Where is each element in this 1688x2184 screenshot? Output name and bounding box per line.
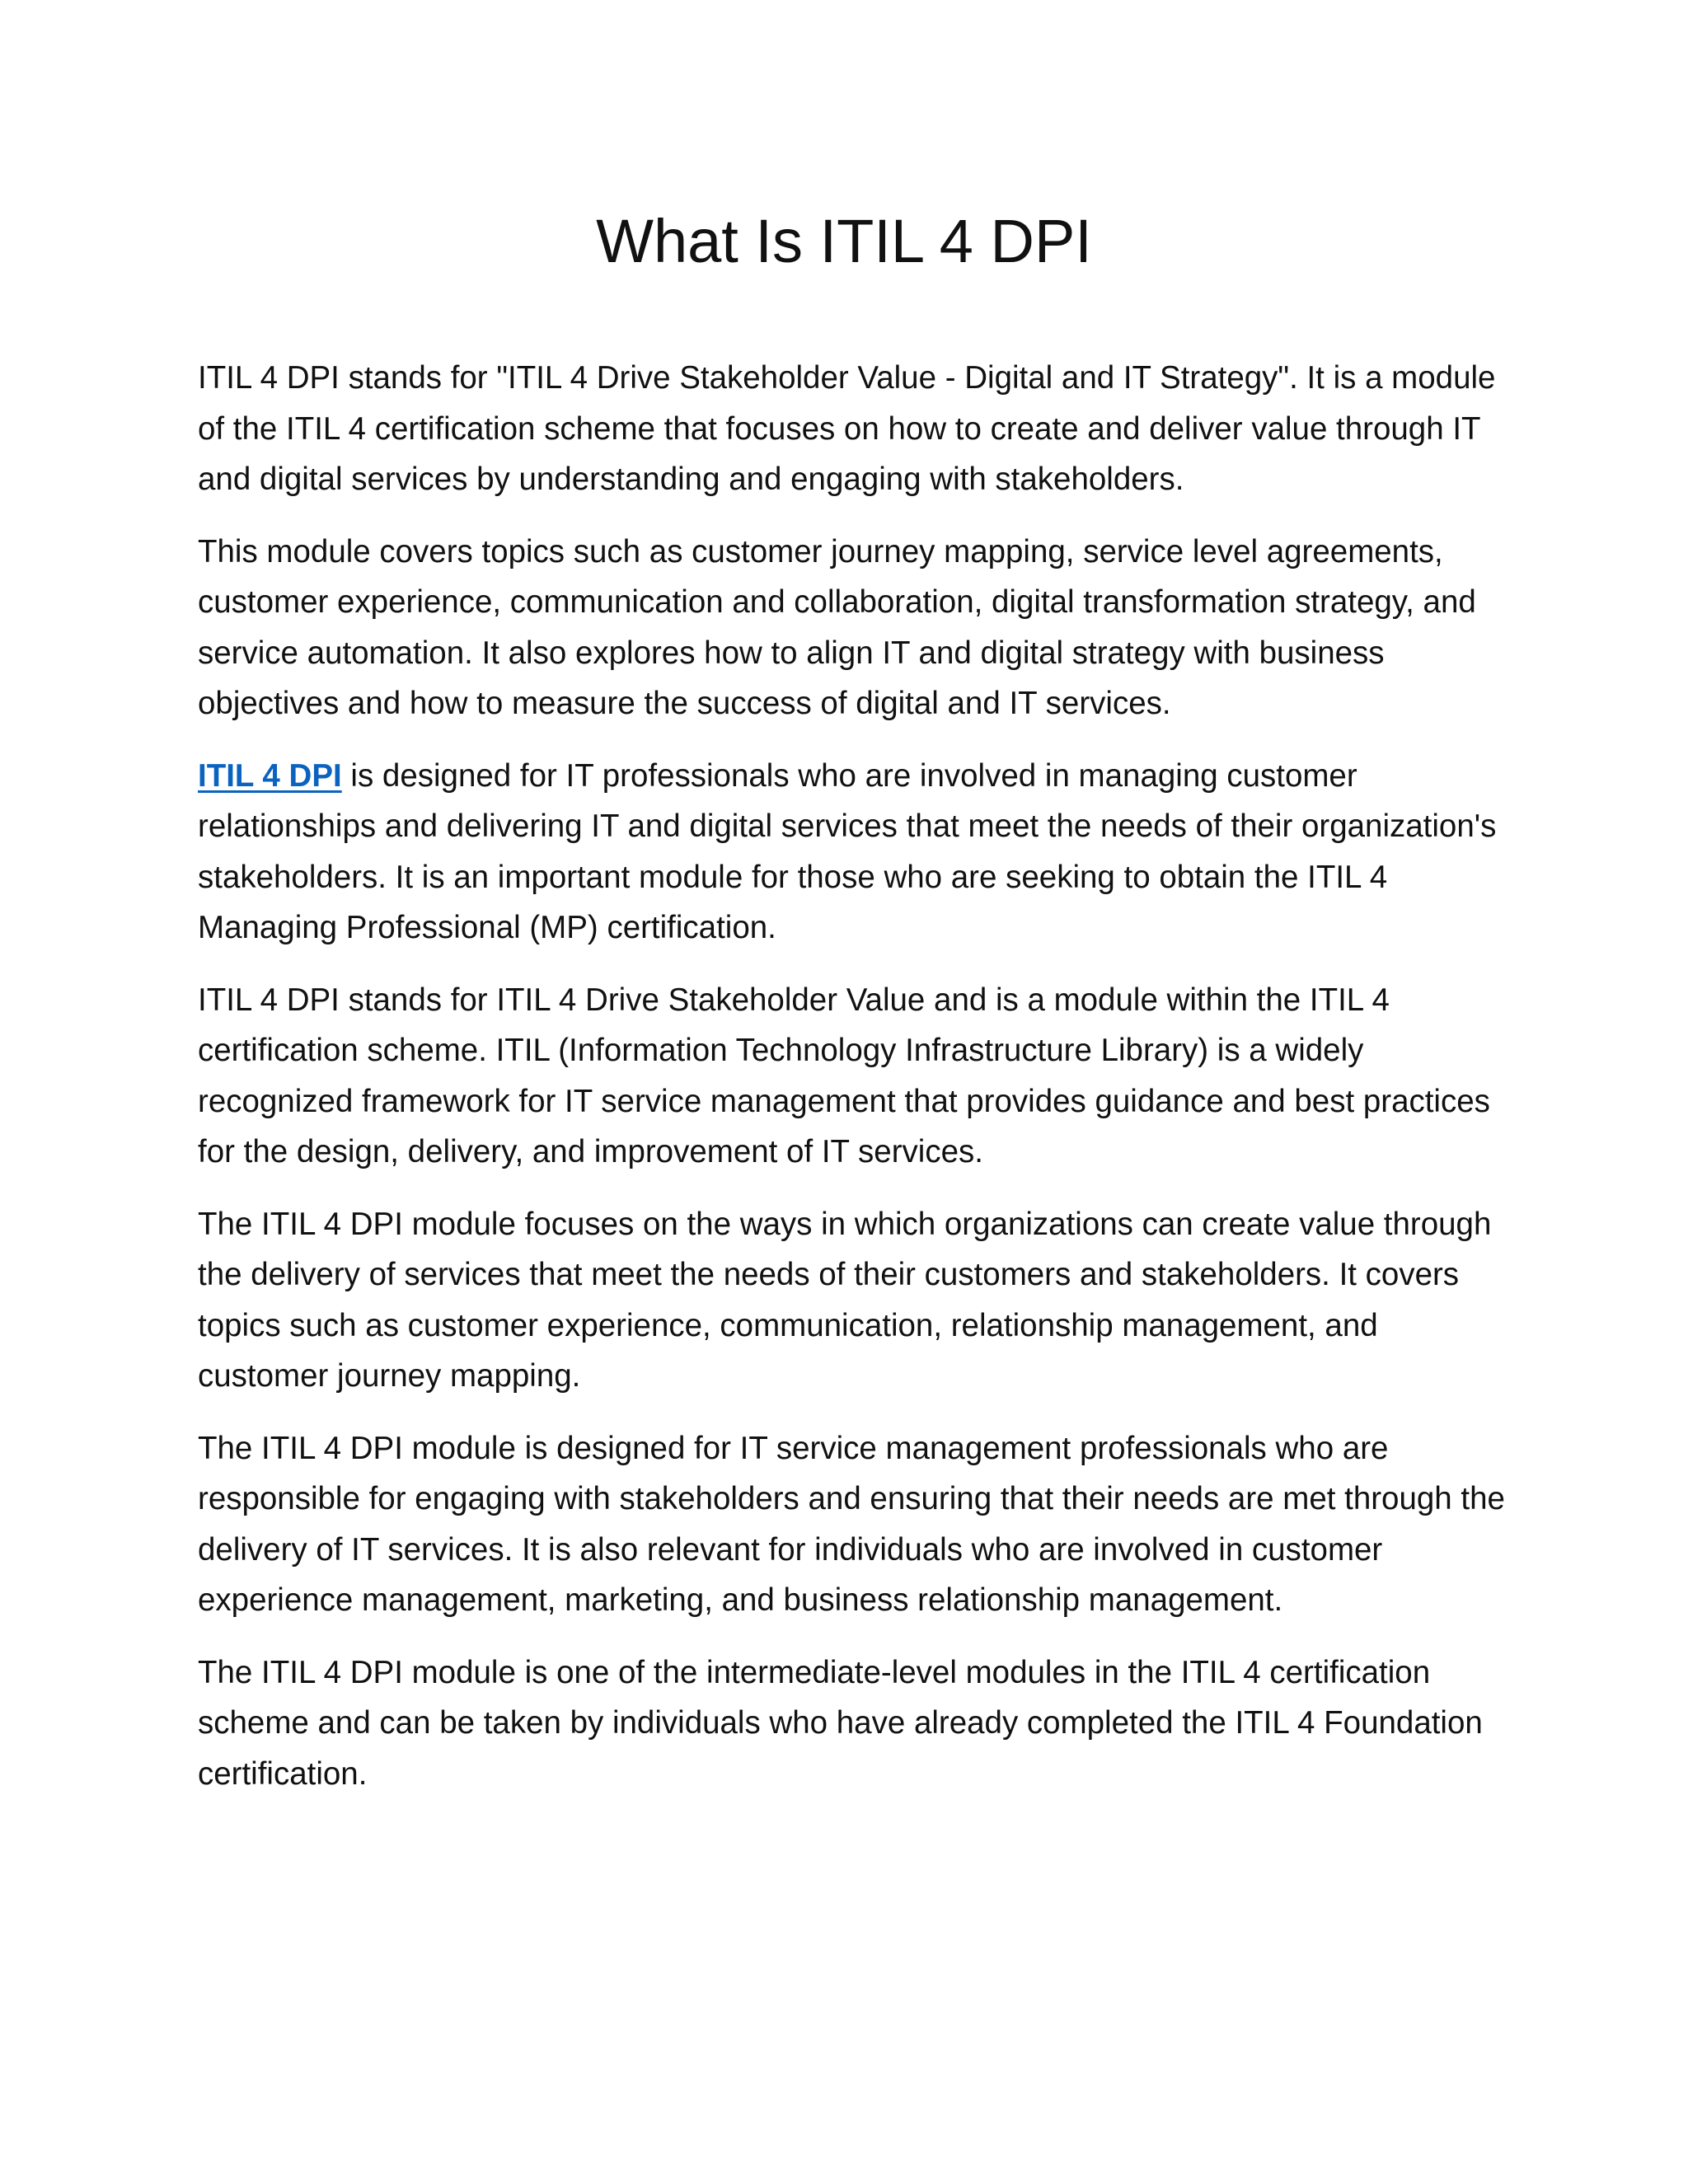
paragraph-3-text: is designed for IT professionals who are involved in managing customer relationships and delivering IT and digital services that meet the needs of their organization's stakeholders. It is an important module for those who are seeking to obtain the ITIL 4 Managing Professional (MP) certification. (198, 757, 1497, 945)
document-body (198, 353, 1510, 1821)
paragraph-4: ITIL 4 DPI stands for ITIL 4 Drive Stakeholder Value and is a module within the ITIL 4 certification scheme. ITIL (Information Technology Infrastructure Library) is a widely recognized framework for IT service management that provides guidance and best practices for the design, delivery, and improvement of IT services. (198, 982, 1490, 1169)
page-title: What Is ITIL 4 DPI (596, 207, 1092, 275)
paragraph-2: This module covers topics such as customer journey mapping, service level agreements, customer experience, communication and collaboration, digital transformation strategy, and service automation. It also explores how to align IT and digital strategy with business objectives and how to measure the success of digital and IT services. (198, 533, 1476, 721)
paragraph-1: ITIL 4 DPI stands for "ITIL 4 Drive Stakeholder Value - Digital and IT Strategy". It is a module of the ITIL 4 certification scheme that focuses on how to create and deliver value through IT and digital services by understanding and engaging with stakeholders. (198, 360, 1496, 497)
paragraph-3 (198, 751, 1510, 954)
paragraph-5: The ITIL 4 DPI module focuses on the ways in which organizations can create value through the delivery of services that meet the needs of their customers and stakeholders. It covers topics such as customer experience, communication, relationship management, and customer journey mapping. (198, 1206, 1492, 1394)
paragraph-7: The ITIL 4 DPI module is one of the intermediate-level modules in the ITIL 4 certification scheme and can be taken by individuals who have already completed the ITIL 4 Foundation certification. (198, 1654, 1483, 1792)
paragraph-6: The ITIL 4 DPI module is designed for IT service management professionals who are responsible for engaging with stakeholders and ensuring that their needs are met through the delivery of IT services. It is also relevant for individuals who are involved in customer experience management, marketing, and business relationship management. (198, 1430, 1505, 1618)
itil-4-dpi-link[interactable]: ITIL 4 DPI (198, 757, 342, 794)
